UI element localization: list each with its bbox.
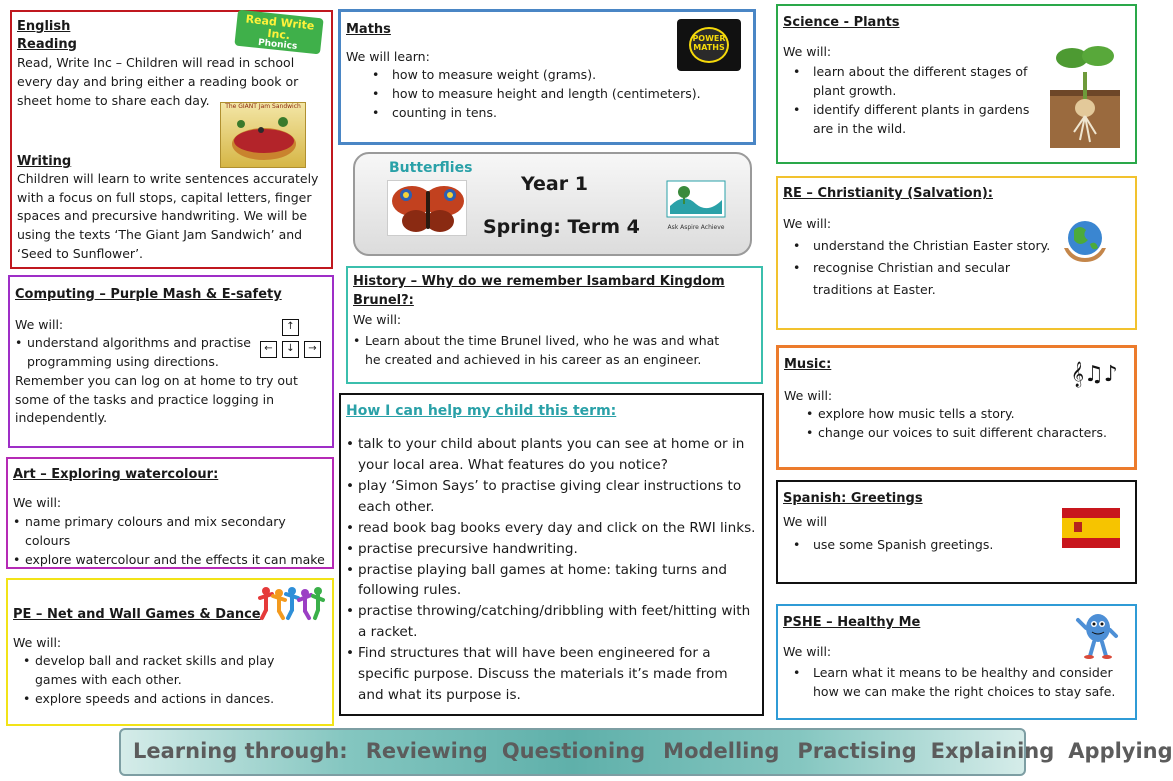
computing-note: Remember you can log on at home to try out some of the tasks and practice logging in independently. xyxy=(15,372,298,426)
pshe-panel xyxy=(776,604,1137,720)
pe-title: PE – Net and Wall Games & Dance xyxy=(13,607,261,622)
art-title: Art – Exploring watercolour: xyxy=(13,467,219,482)
music-title: Music: xyxy=(784,357,832,372)
year-title: Year 1 xyxy=(521,173,588,195)
maths-title: Maths xyxy=(346,22,391,37)
school-motto: Ask Aspire Achieve xyxy=(667,223,725,231)
list-item: • understand the Christian Easter story. xyxy=(783,235,1051,257)
giant-jam-sandwich-book-cover xyxy=(220,102,306,168)
art-list xyxy=(13,513,327,569)
learning-item-explaining: Explaining xyxy=(930,739,1055,764)
spanish-title: Spanish: Greetings xyxy=(783,491,923,506)
list-item: • recognise Christian and secular traditions at Easter. xyxy=(783,257,1051,301)
book-cover-title: The GIANT Jam Sandwich xyxy=(225,103,301,110)
science-list xyxy=(783,63,1051,138)
learning-item-modelling: Modelling xyxy=(663,739,780,764)
arrow-right-icon: → xyxy=(304,341,321,358)
topic-title: Butterflies xyxy=(389,160,473,176)
list-item: • how to measure weight (grams). xyxy=(362,66,748,85)
list-item: • practise playing ball games at home: taking turns and following rules. xyxy=(346,560,757,602)
learning-item-reviewing: Reviewing xyxy=(365,739,488,764)
pe-panel xyxy=(6,578,334,726)
re-intro: We will: xyxy=(783,215,832,231)
computing-intro: We will: xyxy=(15,316,64,332)
music-list xyxy=(784,405,1129,443)
art-panel xyxy=(6,457,334,569)
science-intro: We will: xyxy=(783,43,832,59)
arrow-up-icon: ↑ xyxy=(282,319,299,336)
pshe-list xyxy=(783,664,1130,702)
list-item: • explore watercolour and the effects it can make xyxy=(13,551,327,570)
list-item: • Find structures that will have been engineered for a specific purpose. Discuss the materials it’s made from and what its purpose is. xyxy=(346,643,757,706)
term-title: Spring: Term 4 xyxy=(483,216,640,238)
pshe-intro: We will: xyxy=(783,643,832,659)
learning-item-applying: Applying xyxy=(1068,739,1173,764)
pshe-title: PSHE – Healthy Me xyxy=(783,615,921,630)
maths-intro: We will learn: xyxy=(346,48,430,64)
re-panel xyxy=(776,176,1137,330)
help-list xyxy=(346,434,757,706)
music-notes-icon: 𝄞♫♪ xyxy=(1071,362,1118,387)
maths-panel xyxy=(338,9,756,145)
pe-intro: We will: xyxy=(13,634,62,650)
title-panel xyxy=(353,152,752,256)
english-title: English xyxy=(17,19,71,34)
pe-list xyxy=(13,652,319,708)
list-item: • develop ball and racket skills and play games with each other. xyxy=(23,652,319,690)
list-item: • read book bag books every day and click on the RWI links. xyxy=(346,518,757,539)
learning-through-bar xyxy=(119,728,1173,776)
butterfly-image xyxy=(387,180,467,236)
music-panel xyxy=(776,345,1137,470)
help-panel xyxy=(339,393,764,716)
list-item: • name primary colours and mix secondary colours xyxy=(13,513,327,551)
science-title: Science - Plants xyxy=(783,15,900,30)
learning-item-practising: Practising xyxy=(797,739,917,764)
list-item: • use some Spanish greetings. xyxy=(783,536,1130,555)
computing-list xyxy=(15,334,253,372)
history-intro: We will: xyxy=(353,311,402,327)
seedling-icon xyxy=(1050,42,1120,148)
read-write-inc-logo xyxy=(234,10,323,55)
history-title: History – Why do we remember Isambard Kingdom Brunel?: xyxy=(353,274,725,308)
dancing-children-icon xyxy=(258,584,324,620)
list-item: • understand algorithms and practise programming using directions. xyxy=(15,334,253,372)
english-panel xyxy=(10,10,333,269)
writing-label: Writing xyxy=(17,154,72,170)
power-maths-logo-text-1: POWER xyxy=(692,34,726,43)
re-list xyxy=(783,235,1051,301)
science-panel xyxy=(776,4,1137,164)
rwi-logo-text-1: Read Write Inc. xyxy=(245,12,315,43)
list-item: • play ‘Simon Says’ to practise giving clear instructions to each other. xyxy=(346,476,757,518)
reading-text: Read, Write Inc – Children will read in school every day and bring either a reading book or sheet home to share each day. xyxy=(17,55,299,108)
maths-list xyxy=(346,66,748,122)
list-item: • counting in tens. xyxy=(362,104,748,123)
list-item: • explore how music tells a story. xyxy=(806,405,1129,424)
list-item: • Learn what it means to be healthy and consider how we can make the right choices to stay safe. xyxy=(783,664,1130,702)
history-panel xyxy=(346,266,763,384)
reading-label: Reading xyxy=(17,36,77,52)
power-maths-logo xyxy=(677,19,741,71)
rwi-logo-text-2: Phonics xyxy=(257,38,298,53)
list-item: • learn about the different stages of plant growth. xyxy=(783,63,1051,101)
writing-text: Children will learn to write sentences accurately with a focus on full stops, capital letters, finger spaces and precursive handwriting. We will be using the texts ‘The Giant Jam Sandwich’ and ‘Seed to Sunflower’. xyxy=(17,170,319,261)
re-title: RE – Christianity (Salvation): xyxy=(783,186,993,201)
spain-flag-icon xyxy=(1062,508,1120,548)
list-item: • practise precursive handwriting. xyxy=(346,539,757,560)
learning-through-label: Learning through: xyxy=(133,739,348,764)
spanish-intro: We will xyxy=(783,513,827,529)
computing-title: Computing – Purple Mash & E-safety xyxy=(15,287,282,302)
list-item: • talk to your child about plants you can see at home or in your local area. What features do you notice? xyxy=(346,434,757,476)
healthy-character-icon xyxy=(1076,608,1118,660)
arrow-left-icon: ← xyxy=(260,341,277,358)
art-intro: We will: xyxy=(13,494,62,510)
list-item: • change our voices to suit different characters. xyxy=(806,424,1129,443)
power-maths-logo-text-2: MATHS xyxy=(693,42,725,52)
history-list xyxy=(353,332,733,370)
learning-item-questioning: Questioning xyxy=(501,739,646,764)
school-logo xyxy=(661,180,731,232)
list-item: • how to measure height and length (centimeters). xyxy=(362,85,748,104)
music-intro: We will: xyxy=(784,387,833,403)
help-title: How I can help my child this term: xyxy=(346,403,617,419)
computing-panel xyxy=(8,275,334,448)
list-item: • practise throwing/catching/dribbling with feet/hitting with a racket. xyxy=(346,601,757,643)
list-item: • identify different plants in gardens are in the wild. xyxy=(783,101,1051,139)
list-item: • explore speeds and actions in dances. xyxy=(23,690,319,709)
arrow-down-icon: ↓ xyxy=(282,341,299,358)
list-item: • Learn about the time Brunel lived, who he was and what he created and achieved in his career as an engineer. xyxy=(353,332,733,370)
globe-in-hands-icon xyxy=(1060,218,1110,266)
spanish-panel xyxy=(776,480,1137,584)
